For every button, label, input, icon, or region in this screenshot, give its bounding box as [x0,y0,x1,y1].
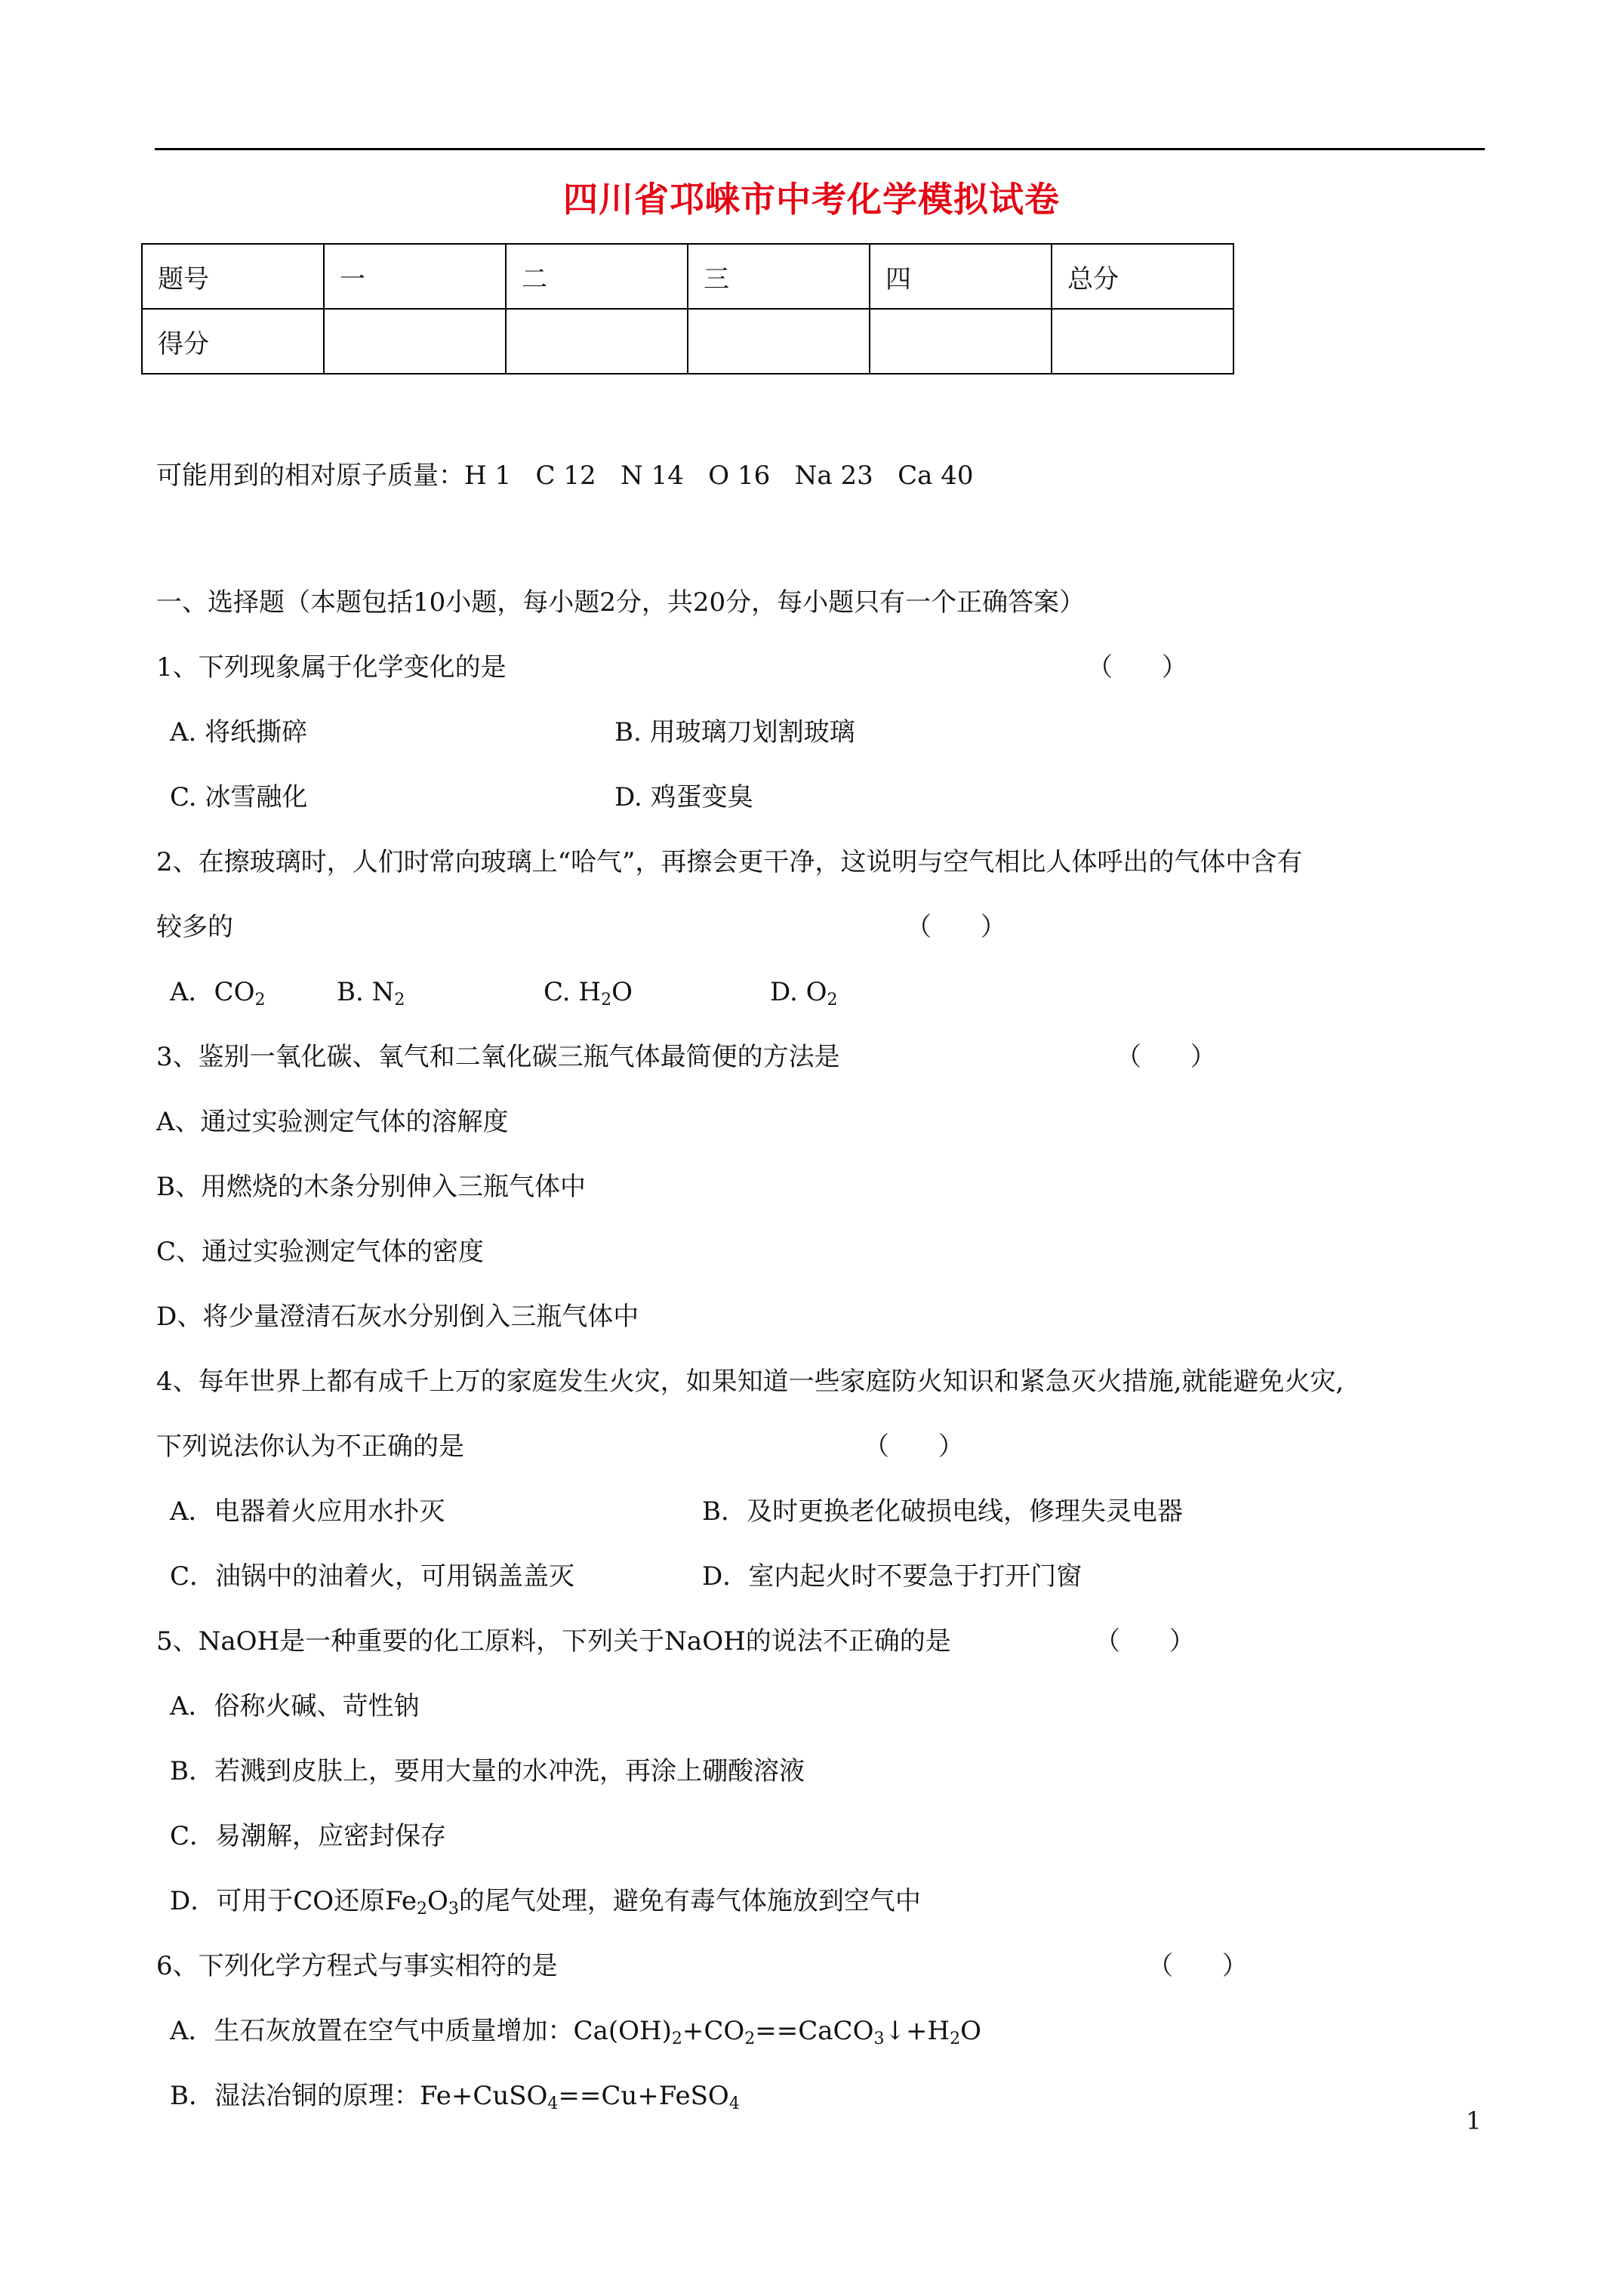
answer-bracket: （ ） [1116,1042,1216,1072]
question-6-stem: 6、下列化学方程式与事实相符的是 [156,1951,558,1981]
option-a: A．电器着火应用水扑灭 [170,1496,445,1527]
question-4-stem: 4、每年世界上都有成千上万的家庭发生火灾，如果知道一些家庭防火知识和紧急灭火措施,就能避免火灾, [156,1367,1344,1397]
page-title: 四川省邛崃市中考化学模拟试卷 [563,179,1060,220]
answer-bracket: （ ） [1087,652,1187,683]
option-c: C．油锅中的油着火，可用锅盖盖灭 [170,1561,575,1592]
table-cell [1052,309,1233,374]
question-3-stem: 3、鉴别一氧化碳、氧气和二氧化碳三瓶气体最简便的方法是 [156,1042,840,1072]
table-cell: 一 [324,244,506,309]
option-b: B．湿法冶铜的原理：Fe+CuSO$_4$==Cu+FeSO$_4$ [170,2081,740,2113]
table-row [142,309,1233,374]
option-d: D．室内起火时不要急于打开门窗 [702,1561,1083,1592]
option-b: B、用燃烧的木条分别伸入三瓶气体中 [156,1172,586,1202]
table-cell [506,309,688,374]
option-b: B．及时更换老化破损电线，修理失灵电器 [702,1496,1183,1527]
table-cell [688,309,870,374]
table-cell: 得分 [142,309,324,374]
page-number: 1 [1466,2106,1482,2135]
option-d: D. $O_2$ [770,977,838,1009]
score-table [141,243,1234,374]
answer-bracket: （ ） [906,912,1006,942]
option-c: C、通过实验测定气体的密度 [156,1237,485,1267]
option-b: B．若溅到皮肤上，要用大量的水冲洗，再涂上硼酸溶液 [170,1756,805,1786]
option-c: C. 冰雪融化 [170,782,308,812]
table-cell: 二 [506,244,688,309]
section-heading: 一、选择题（本题包括10小题，每小题2分，共20分，每小题只有一个正确答案） [156,587,1086,618]
table-cell: 四 [870,244,1052,309]
option-a: A．生石灰放置在空气中质量增加：$Ca(OH)_2+CO_2==CaCO_3↓+H_2O$ [170,2016,981,2048]
option-d: D．可用于CO还原$Fe_2O_3$的尾气处理，避免有毒气体施放到空气中 [170,1886,921,1918]
option-a: A．俗称火碱、苛性钠 [170,1691,420,1721]
question-2-stem-cont: 较多的 [156,912,233,942]
option-b: B. $N_2$ [337,977,405,1009]
table-row [142,244,1233,309]
answer-bracket: （ ） [1147,1951,1248,1981]
table-cell: 三 [688,244,870,309]
question-4-stem-cont: 下列说法你认为不正确的是 [156,1432,464,1462]
question-2-stem: 2、在擦玻璃时，人们时常向玻璃上“哈气”，再擦会更干净，这说明与空气相比人体呼出的气体中含有 [156,847,1303,877]
table-cell [870,309,1052,374]
header-rule [155,148,1485,150]
option-b: B. 用玻璃刀划割玻璃 [614,717,855,747]
atomic-masses: 可能用到的相对原子质量：H 1 C 12 N 14 O 16 Na 23 Ca 40 [156,461,974,491]
answer-bracket: （ ） [1095,1626,1195,1657]
option-c: C．易潮解，应密封保存 [170,1821,447,1851]
option-d: D、将少量澄清石灰水分别倒入三瓶气体中 [156,1302,639,1332]
option-c: C. $H_2O$ [544,977,633,1009]
option-a: A、通过实验测定气体的溶解度 [156,1107,509,1137]
option-d: D. 鸡蛋变臭 [614,782,753,812]
question-5-stem: 5、NaOH是一种重要的化工原料，下列关于NaOH的说法不正确的是 [156,1626,951,1657]
answer-bracket: （ ） [864,1432,964,1462]
table-cell: 总分 [1052,244,1233,309]
table-cell [324,309,506,374]
option-a: A．$CO_2$ [170,977,266,1009]
question-1-stem: 1、下列现象属于化学变化的是 [156,652,507,683]
option-a: A. 将纸撕碎 [170,717,308,747]
table-cell: 题号 [142,244,324,309]
